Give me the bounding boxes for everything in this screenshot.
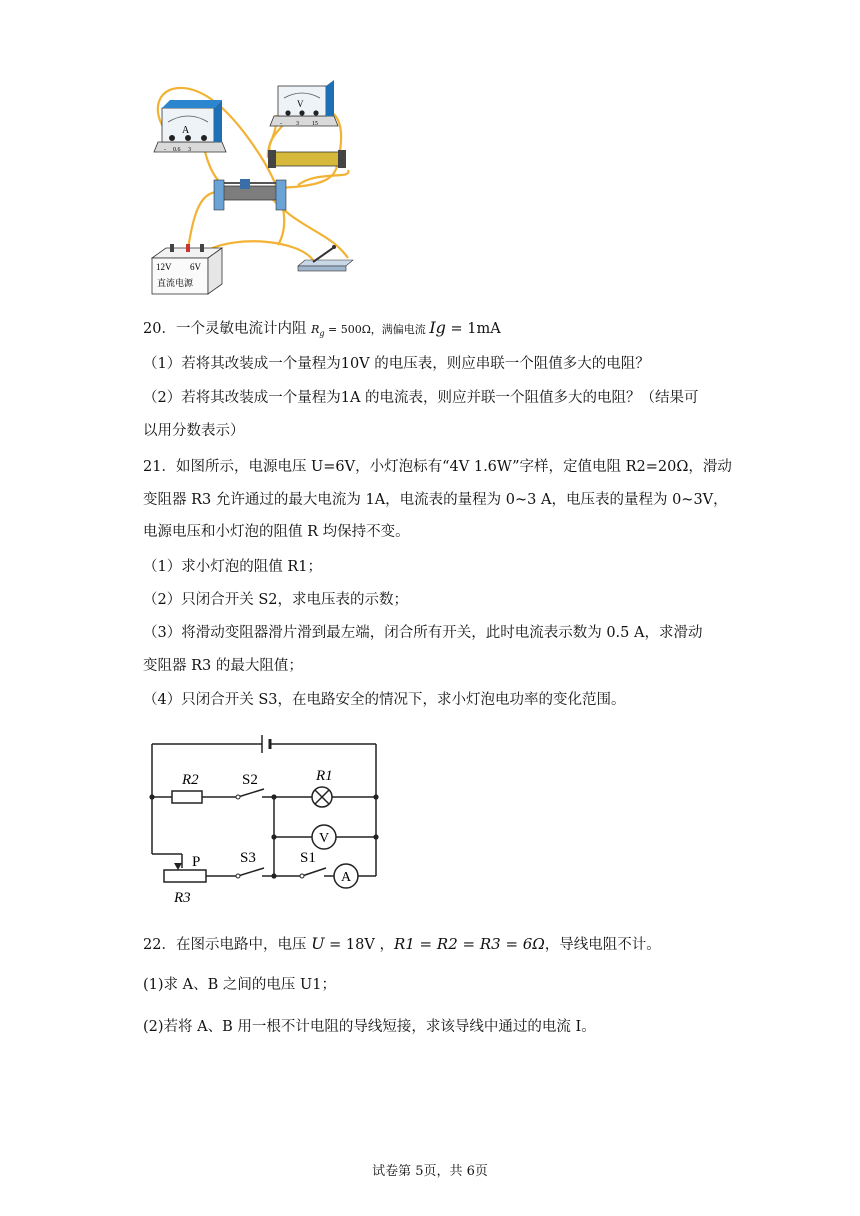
svg-text:6V: 6V	[190, 262, 201, 272]
svg-text:-: -	[280, 121, 282, 127]
battery-icon	[152, 244, 222, 294]
ammeter-symbol	[334, 864, 358, 888]
circuit-diagram	[140, 728, 390, 912]
svg-text:直流电源: 直流电源	[157, 278, 194, 288]
q21-stem-1: 21．如图所示，电源电压 U=6V，小灯泡标有“4V 1.6W”字样，定值电阻 R2=20Ω，滑动	[143, 459, 732, 475]
label-r3: R3	[174, 890, 191, 906]
q21-stem-3: 电源电压和小灯泡的阻值 R 均保持不变。	[143, 524, 410, 540]
resistor-icon	[268, 150, 346, 168]
slider-arrow-icon	[174, 863, 182, 870]
svg-text:3: 3	[296, 121, 299, 127]
svg-text:A: A	[340, 870, 352, 885]
svg-text:0.6: 0.6	[173, 147, 181, 153]
q20-part-1: （1）若将其改装成一个量程为10V 的电压表，则应串联一个阻值多大的电阻？	[143, 356, 650, 372]
rheostat-r3	[164, 870, 206, 882]
resistor-r2	[172, 791, 202, 803]
q21-part-3: （3）将滑动变阻器滑片滑到最左端，闭合所有开关，此时电流表示数为 0.5 A，求滑动	[143, 625, 703, 641]
svg-text:A: A	[182, 125, 190, 136]
q20-stem: 20．一个灵敏电流计内阻 $R_g = 500\Omega$，满偏电流 Ig = 1mA	[143, 318, 501, 338]
switch-icon	[298, 245, 353, 271]
q21-part-3-cont: 变阻器 R3 的最大阻值；	[143, 658, 303, 674]
q22-stem: 22．在图示电路中，电压 U = 18V ，R1 = R2 = R3 = 6Ω，导线电阻不计。	[143, 934, 661, 953]
label-r2: R2	[182, 772, 199, 788]
label-s1: S1	[300, 850, 316, 866]
q20-part-2-cont: 以用分数表示）	[143, 423, 245, 439]
q22-part-2: (2)若将 A、B 用一根不计电阻的导线短接，求该导线中通过的电流 I。	[143, 1019, 596, 1035]
voltmeter-icon	[270, 80, 338, 127]
svg-text:15: 15	[312, 121, 318, 127]
rheostat-icon	[214, 179, 286, 210]
q21-part-1: （1）求小灯泡的阻值 R1；	[143, 559, 322, 575]
svg-text:-: -	[164, 147, 166, 153]
label-s2: S2	[242, 772, 258, 788]
q21-part-4: （4）只闭合开关 S3，在电路安全的情况下，求小灯泡电功率的变化范围。	[143, 692, 626, 708]
q21-stem-2: 变阻器 R3 允许通过的最大电流为 1A，电流表的量程为 0~3 A，电压表的量程为 0~3V，	[143, 492, 728, 508]
svg-text:3: 3	[188, 147, 191, 153]
voltmeter-symbol	[312, 825, 336, 849]
q20-part-2: （2）若将其改装成一个量程为1A 的电流表，则应并联一个阻值多大的电阻？（结果可	[143, 390, 699, 406]
page-footer: 试卷第 5页，共 6页	[372, 1164, 488, 1179]
svg-text:V: V	[297, 99, 304, 109]
label-p: P	[192, 854, 201, 870]
apparatus-figure	[148, 80, 363, 295]
label-r1: R1	[316, 768, 333, 784]
q22-part-1: (1)求 A、B 之间的电压 U1；	[143, 977, 336, 993]
q21-part-2: （2）只闭合开关 S2，求电压表的示数；	[143, 592, 408, 608]
svg-text:12V: 12V	[156, 262, 172, 272]
ammeter-icon	[154, 100, 226, 153]
lamp-r1-icon	[312, 787, 332, 807]
svg-text:V: V	[318, 831, 330, 846]
label-s3: S3	[240, 850, 256, 866]
